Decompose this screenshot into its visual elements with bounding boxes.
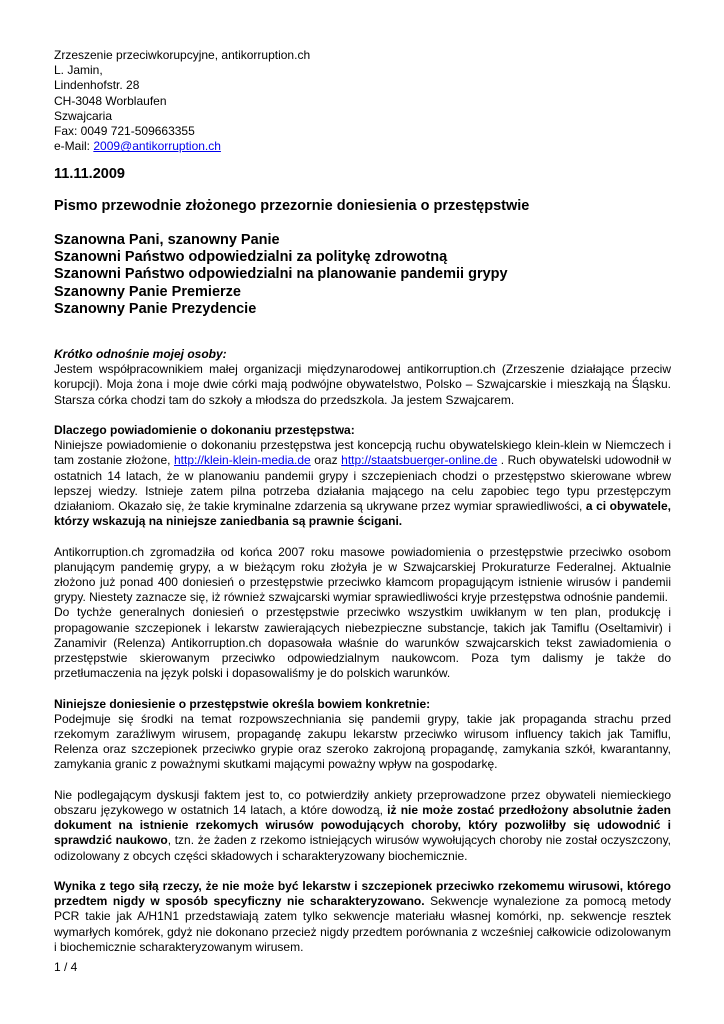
- section-heading: Krótko odnośnie mojej osoby:: [54, 347, 227, 361]
- paragraph-text: Jestem współpracownikiem małej organizacji międzynarodowej antikorruption.ch (Zrzeszenie działające przeciw korupcji). Moja żona i moje dwie córki mają podwójne obywatelstwo, Polsko – Szwajcarskie i mieszkają na Śląsku. Starsza córka chodzi tam do szkoły a młodsza do przedszkola. Ja jestem Szwajcarem.: [54, 362, 671, 407]
- salutation-line: Szanowna Pani, szanowny Panie: [54, 232, 280, 248]
- sender-street: Lindenhofstr. 28: [54, 78, 140, 93]
- paragraph-conclusion: [54, 879, 671, 955]
- paragraph-text: . Ruch obywatelski udowodnił w ostatnich 14 latach, że w planowaniu pandemii grypy i szczepieniach chodzi o przestępstwo skierowane wbrew lepszej wiedzy. Istnieje zatem pilna potrzeba działania mającego na celu zapobiec tego typu przestępczym działaniom. Okazało się, że takie kryminalne zdarzenia są ukrywane przez wymiar sprawiedliwości,: [54, 453, 671, 514]
- sender-org: Zrzeszenie przeciwkorupcyjne, antikorruption.ch: [54, 48, 311, 62]
- paragraph-antikorruption: Antikorruption.ch zgromadziła od końca 2007 roku masowe powiadomienia o przestępstwie przeciwko osobom planującym pandemię grypy, a w bieżącym roku złożyła je w Szwajcarskiej Prokuraturze Federalnej. Aktualnie złożono już ponad 400 doniesień o przestępstwie przeciwko kłamcom propagującym istnienie wirusów i pandemii grypy. Niestety zaznacze się, iż również szwajcarski wymiar sprawiedliwości kryje przestępstwa odnośnie pandemii.: [54, 544, 671, 605]
- paragraph-indisputable-fact: [54, 788, 671, 864]
- link-staatsbuerger-online[interactable]: http://staatsbuerger-online.de: [341, 453, 498, 468]
- letter-body: [54, 347, 671, 970]
- paragraph-text: oraz: [310, 453, 342, 468]
- letter-subject: Pismo przewodnie złożonego przezornie doniesienia o przestępstwie: [54, 198, 530, 214]
- sender-name: L. Jamin,: [54, 63, 103, 78]
- salutation-line: Szanowni Państwo odpowiedzialni za politykę zdrowotną: [54, 249, 448, 266]
- paragraph-general-notifications: Do tychże generalnych doniesień o przestępstwie przeciwko wszystkim uwikłanym w ten plan, produkcję i propagowanie szczepionek i lekarstw zawierających niebezpieczne substancje, takich jak Tamiflu (Oseltamivir) i Zanamivir (Relenza) Antikorruption.ch dopasowała właśnie do warunków szwajcarskich tekst zawiadomienia o przestępstwie skierowanym przeciwko odpowiedzialnym naukowcom. Poza tym dalismy je także do przetłumaczenia na język polski i dopasowaliśmy je do polskich warunków.: [54, 605, 671, 681]
- email-label: e-Mail:: [54, 139, 94, 154]
- paragraph-text: Niniejsze powiadomienie o dokonaniu przestępstwa jest koncepcją ruchu obywatelskiego klein-klein w Niemczech i tam zostanie złożone,: [54, 438, 671, 468]
- paragraph-text: Podejmuje się środki na temat rozpowszechniania się pandemii grypy, takie jak propaganda strachu przed rzekomym zaraźliwym wirusem, propagandę zakupu lekarstw przeciwko wirusom influency takich jak Tamiflu, Relenza oraz szczepionek przeciwko grypie oraz szeroko zakrojoną propagandę, zamykania szkół, kwarantanny, zamykania granic z poważnymi skutkami mającymi poważny wpływ na gospodarkę.: [54, 711, 671, 772]
- sender-country: Szwajcaria: [54, 108, 113, 123]
- sender-city: CH-3048 Worblaufen: [54, 93, 167, 108]
- section-heading: Niniejsze doniesienie o przestępstwie określa bowiem konkretnie:: [54, 696, 431, 711]
- salutation-line: Szanowni Państwo odpowiedzialni na planowanie pandemii grypy: [54, 266, 508, 283]
- paragraph-bold: a ci obywatele, którzy wskazują na niniejsze zaniedbania są prawnie ścigani.: [54, 499, 672, 529]
- section-heading: Dlaczego powiadomienie o dokonaniu przestępstwa:: [54, 423, 355, 437]
- salutation-line: Szanowny Panie Prezydencie: [54, 300, 257, 317]
- email-link[interactable]: 2009@antikorruption.ch: [93, 139, 221, 154]
- paragraph-text: Nie podlegającym dyskusji faktem jest to, co potwierdziły ankiety przeprowadzone przez obywateli niemieckiego obszaru językowego w ostatnich 14 latach, a które dowodzą,: [54, 787, 671, 818]
- section-about-me: [54, 347, 671, 408]
- section-specifics: [54, 697, 671, 773]
- sender-email-line: [54, 139, 310, 154]
- salutation-line: Szanowny Panie Premierze: [54, 283, 241, 300]
- salutations: [54, 232, 508, 318]
- paragraph-text: , tzn. że żaden z rzekomo istniejących wirusów wywołujących choroby nie został oczyszczony, odizolowany z obcych części składowych i scharakteryzowany biochemicznie.: [54, 833, 672, 863]
- paragraph-bold: iż nie może zostać przedłożony absolutnie żaden dokument na istnienie rzekomych wirusów powodujących choroby, który pozwoliłby się udowodnić i sprawdzić naukowo: [54, 803, 671, 848]
- sender-fax: Fax: 0049 721-509663355: [54, 124, 195, 139]
- section-why-notification: [54, 423, 671, 529]
- link-klein-klein-media[interactable]: http://klein-klein-media.de: [174, 453, 311, 468]
- paragraph-bold: Wynika z tego siłą rzeczy, że nie może być lekarstw i szczepionek przeciwko rzekomemu wirusowi, którego przedtem nigdy w sposób specyficzny nie scharakteryzowano.: [54, 879, 671, 909]
- page-number: 1 / 4: [54, 960, 78, 974]
- sender-address-block: [54, 48, 310, 154]
- paragraph-text: Sekwencje wynalezione za pomocą metody PCR takie jak A/H1N1 przedstawiają zatem tylko sekwencje materiału własnej komórki, np. sekwencje resztek wymarłych komórek, gdyż nie dokonano przecież nigdy przedtem porównania z wcześniej całkowicie odizolowanym i biochemicznie scharakteryzowanym wirusem.: [54, 894, 671, 954]
- letter-date: 11.11.2009: [54, 166, 125, 182]
